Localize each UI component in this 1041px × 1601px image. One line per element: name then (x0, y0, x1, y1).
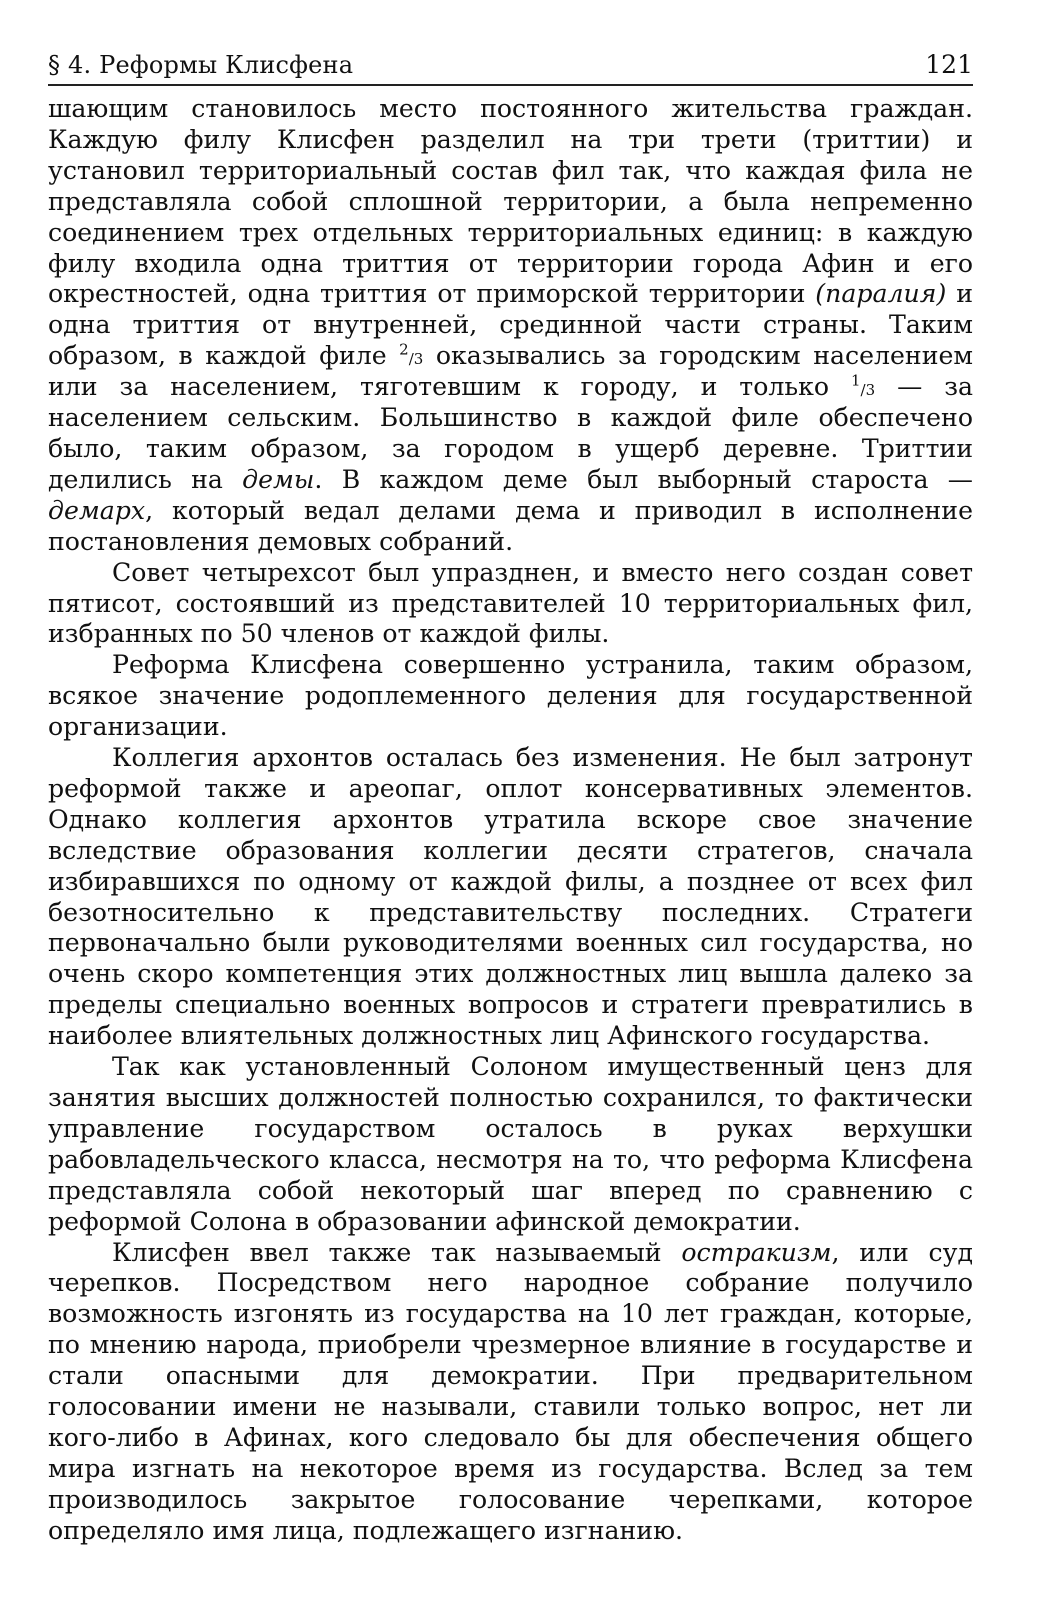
text-run: Коллегия архонтов осталась без изменения. Не был затронут реформой также и ареопаг, оплот консервативных элементов. Однако коллегия архонтов утратила вскоре свое значение вследствие образования коллегии десяти стратегов, сначала избиравшихся по одному от каждой филы, а позднее от всех фил безотносительно к представительству последних. Стратеги первоначально были руководителями военных сил государства, но очень скоро компетенция этих должностных лиц вышла далеко за пределы специально военных вопросов и стратеги превратились в наиболее влиятельных должностных лиц Афинского государства. (48, 743, 973, 1051)
text-run: , который ведал делами дема и приводил в исполнение постановления демовых собраний. (48, 495, 973, 556)
paragraph (48, 1052, 973, 1237)
italic-term: остракизм (681, 1237, 832, 1267)
page-number: 121 (925, 50, 973, 79)
fraction-denominator: /3 (860, 381, 876, 400)
text-run: оказывались за городским населением или за населением, тяготевшим к городу, и только (48, 341, 973, 402)
text-run: шающим становилось место постоянного жительства граждан. Каждую филу Клисфен разделил на три трети (триттии) и установил территориальный состав фил так, что каждая фила не представляла собой сплошной территории, а была непременно соединением трех отдельных территориальных единиц: в каждую филу входила одна триттия от территории города Афин и его окрестностей, одна триттия от приморской территории (48, 94, 973, 309)
paragraph (48, 558, 973, 651)
text-run: . В каждом деме был выборный староста — (314, 464, 973, 494)
paragraph (48, 1238, 973, 1547)
paragraph (48, 743, 973, 1052)
text-run: — за населением сельским. Большинство в каждой филе обеспечено было, таким образом, за городом в ущерб деревне. Триттии делились на (48, 372, 973, 494)
book-page (48, 44, 973, 1574)
text-run: , или суд черепков. Посредством него народное собрание получило возможность изгонять из государства на 10 лет граждан, которые, по мнению народа, приобрели чрезмерное влияние в государстве и стали опасными для демократии. При предварительном голосовании имени не называли, ставили только вопрос, нет ли кого-либо в Афинах, кого следовало бы для обеспечения общего мира изгнать на некоторое время из государства. Вслед за тем производилось закрытое голосование черепками, которое определяло имя лица, подлежащего изгнанию. (48, 1237, 973, 1545)
fraction-numerator: 1 (850, 371, 861, 390)
section-title: § 4. Реформы Клисфена (48, 51, 354, 79)
text-run: и одна триттия от внутренней, срединной части страны. Таким образом, в каждой филе (48, 279, 973, 371)
paragraph (48, 94, 973, 558)
text-run: Так как установленный Солоном имущественный ценз для занятия высших должностей полностью сохранился, то фактически управление государством осталось в руках верхушки рабовладельческого класса, несмотря на то, что реформа Клисфена представляла собой некоторый шаг вперед по сравнению с реформой Солона в образовании афинской демократии. (48, 1052, 973, 1236)
fraction-numerator: 2 (399, 340, 409, 359)
fraction-denominator: /3 (408, 350, 424, 369)
text-run: Реформа Клисфена совершенно устранила, таким образом, всякое значение родоплеменного деления для государственной организации. (48, 650, 973, 742)
body-text (48, 94, 973, 1547)
text-run: Совет четырехсот был упразднен, и вместо него создан совет пятисот, состоявший из представителей 10 территориальных фил, избранных по 50 членов от каждой филы. (48, 557, 973, 649)
text-run: Клисфен ввел также так называемый (112, 1237, 682, 1267)
italic-term: демы (242, 464, 315, 494)
italic-term: демарх (48, 495, 146, 525)
italic-term: (паралия) (815, 279, 947, 309)
paragraph (48, 650, 973, 743)
running-header (48, 44, 973, 86)
